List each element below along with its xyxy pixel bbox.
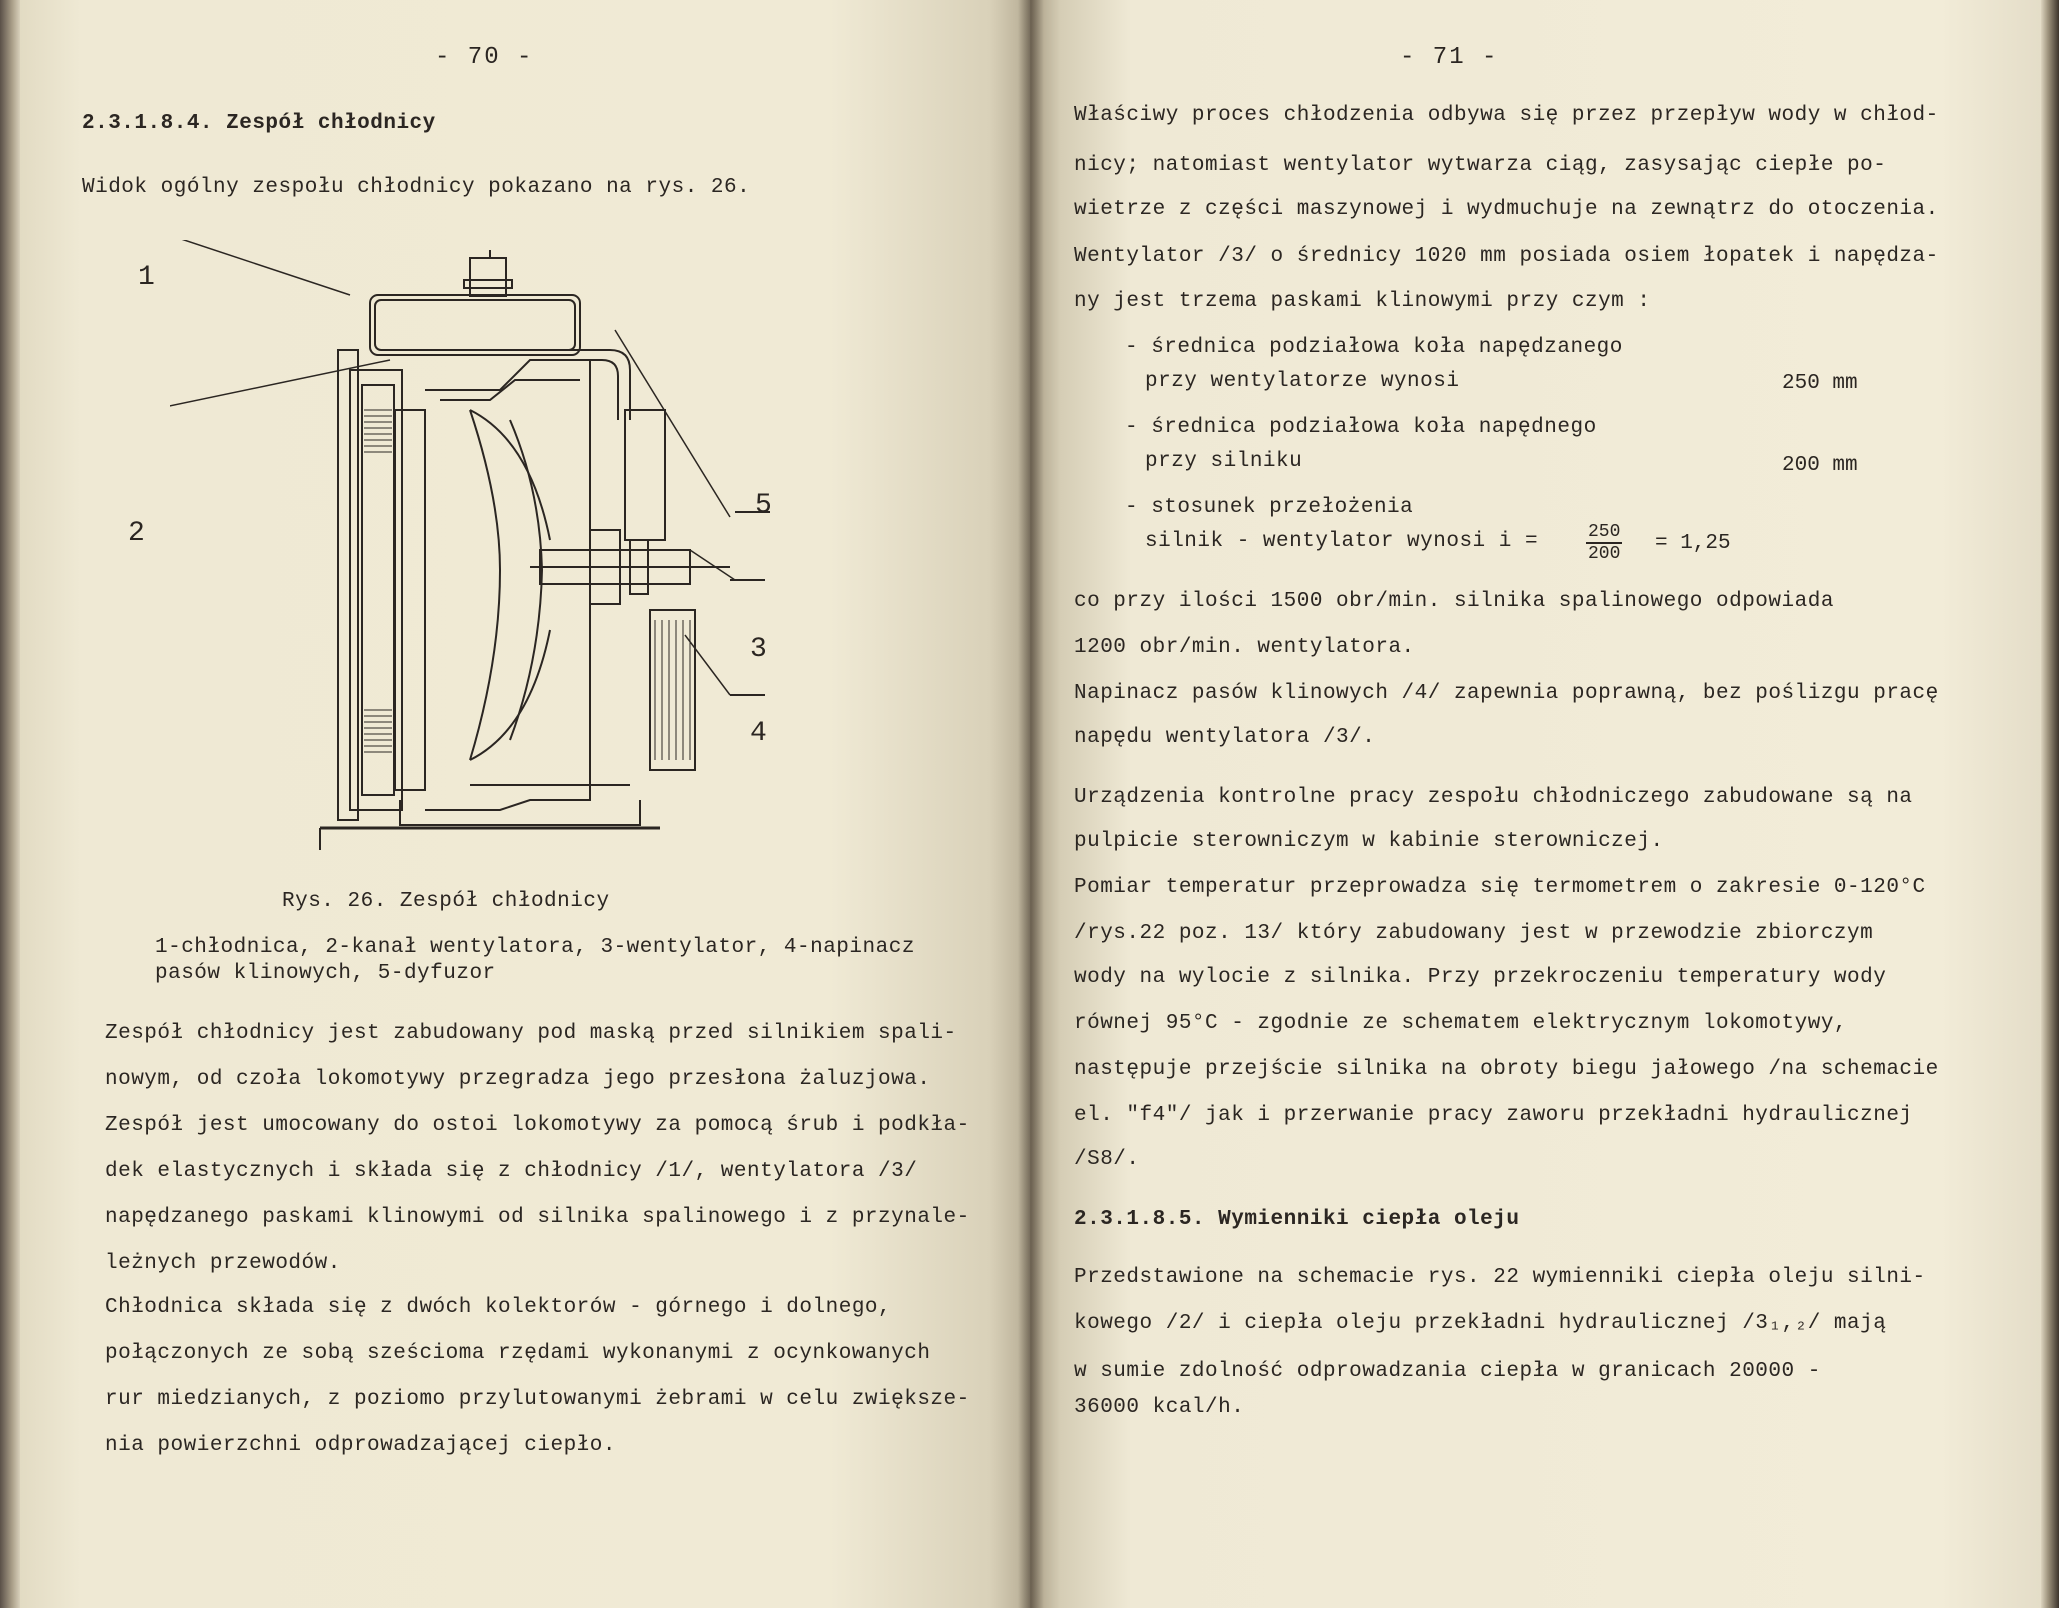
text-line: następuje przejście silnika na obroty biegu jałowego /na schemacie — [1074, 1058, 1939, 1081]
fraction-denominator: 200 — [1588, 544, 1621, 564]
text-line: leżnych przewodów. — [105, 1252, 341, 1275]
text-line: rur miedzianych, z poziomo przylutowanymi żebrami w celu zwiększe- — [105, 1388, 970, 1411]
text-line: 36000 kcal/h. — [1074, 1396, 1245, 1419]
right-page — [1030, 0, 2041, 1608]
text-line: Właściwy proces chłodzenia odbywa się przez przepływ wody w chłod- — [1074, 104, 1939, 127]
item-value: 250 mm — [1782, 372, 1858, 395]
book-gutter — [1018, 0, 1044, 1608]
radiator-assembly-figure — [170, 240, 810, 880]
section-heading: 2.3.1.8.4. Zespół chłodnicy — [82, 112, 436, 135]
text-line: Przedstawione na schemacie rys. 22 wymienniki ciepła oleju silni- — [1074, 1266, 1926, 1289]
page-number: - 71 - — [1400, 44, 1499, 71]
text-line: połączonych ze sobą sześcioma rzędami wykonanymi z ocynkowanych — [105, 1342, 931, 1365]
text-line: napędzanego paskami klinowymi od silnika spalinowego i z przynale- — [105, 1206, 970, 1229]
figure-label-3: 3 — [750, 634, 767, 665]
figure-legend-line: pasów klinowych, 5-dyfuzor — [155, 962, 496, 985]
text-line: nowym, od czoła lokomotywy przegradza jego przesłona żaluzjowa. — [105, 1068, 931, 1091]
text-line: wody na wylocie z silnika. Przy przekroczeniu temperatury wody — [1074, 966, 1887, 989]
list-item: - średnica podziałowa koła napędzanego — [1125, 336, 1623, 359]
list-item: silnik - wentylator wynosi i = — [1145, 530, 1539, 553]
text-line: /S8/. — [1074, 1148, 1140, 1171]
text-line: Zespół jest umocowany do ostoi lokomotywy za pomocą śrub i podkła- — [105, 1114, 970, 1137]
item-value: = 1,25 — [1655, 532, 1731, 555]
text-line: /rys.22 poz. 13/ który zabudowany jest w przewodzie zbiorczym — [1074, 922, 1874, 945]
list-item: przy wentylatorze wynosi — [1145, 370, 1460, 393]
text-line: dek elastycznych i składa się z chłodnicy /1/, wentylatora /3/ — [105, 1160, 918, 1183]
text-line: nia powierzchni odprowadzającej ciepło. — [105, 1434, 616, 1457]
text-line: w sumie zdolność odprowadzania ciepła w granicach 20000 - — [1074, 1360, 1821, 1383]
page-stack-right — [2041, 0, 2059, 1608]
list-item: - stosunek przełożenia — [1125, 496, 1414, 519]
figure-label-4: 4 — [750, 718, 767, 749]
ratio-fraction — [1586, 522, 1622, 564]
text-line: Urządzenia kontrolne pracy zespołu chłodniczego zabudowane są na — [1074, 786, 1913, 809]
text-line: równej 95°C - zgodnie ze schematem elektrycznym lokomotywy, — [1074, 1012, 1848, 1035]
page-number: - 70 - — [435, 44, 534, 71]
text-line: ny jest trzema paskami klinowymi przy czym : — [1074, 290, 1651, 313]
text-line: Zespół chłodnicy jest zabudowany pod maską przed silnikiem spali- — [105, 1022, 957, 1045]
left-page — [20, 0, 1030, 1608]
text-line: Wentylator /3/ o średnicy 1020 mm posiada osiem łopatek i napędza- — [1074, 245, 1939, 268]
text-line: 1200 obr/min. wentylatora. — [1074, 636, 1415, 659]
figure-legend-line: 1-chłodnica, 2-kanał wentylatora, 3-wentylator, 4-napinacz — [155, 936, 915, 959]
figure-label-5: 5 — [755, 490, 772, 521]
text-line: Pomiar temperatur przeprowadza się termometrem o zakresie 0-120°C — [1074, 876, 1926, 899]
list-item: - średnica podziałowa koła napędnego — [1125, 416, 1597, 439]
page-stack-left — [0, 0, 20, 1608]
figure-caption: Rys. 26. Zespół chłodnicy — [282, 890, 610, 913]
text-line: Napinacz pasów klinowych /4/ zapewnia poprawną, bez poślizgu pracę — [1074, 682, 1939, 705]
figure-label-1: 1 — [138, 262, 155, 293]
text-line: el. "f4"/ jak i przerwanie pracy zaworu przekładni hydraulicznej — [1074, 1104, 1913, 1127]
list-item: przy silniku — [1145, 450, 1303, 473]
text-line: pulpicie sterowniczym w kabinie sterowniczej. — [1074, 830, 1664, 853]
text-line: Chłodnica składa się z dwóch kolektorów - górnego i dolnego, — [105, 1296, 892, 1319]
text-line: kowego /2/ i ciepła oleju przekładni hydraulicznej /3₁,₂/ mają — [1074, 1312, 1887, 1335]
fraction-numerator: 250 — [1588, 522, 1621, 542]
text-line: nicy; natomiast wentylator wytwarza ciąg, zasysając ciepłe po- — [1074, 154, 1887, 177]
text-line: co przy ilości 1500 obr/min. silnika spalinowego odpowiada — [1074, 590, 1834, 613]
item-value: 200 mm — [1782, 454, 1858, 477]
text-line: napędu wentylatora /3/. — [1074, 726, 1376, 749]
text-line: wietrze z części maszynowej i wydmuchuje na zewnątrz do otoczenia. — [1074, 198, 1939, 221]
intro-text: Widok ogólny zespołu chłodnicy pokazano na rys. 26. — [82, 176, 751, 199]
section-heading: 2.3.1.8.5. Wymienniki ciepła oleju — [1074, 1208, 1520, 1231]
figure-label-2: 2 — [128, 518, 145, 549]
